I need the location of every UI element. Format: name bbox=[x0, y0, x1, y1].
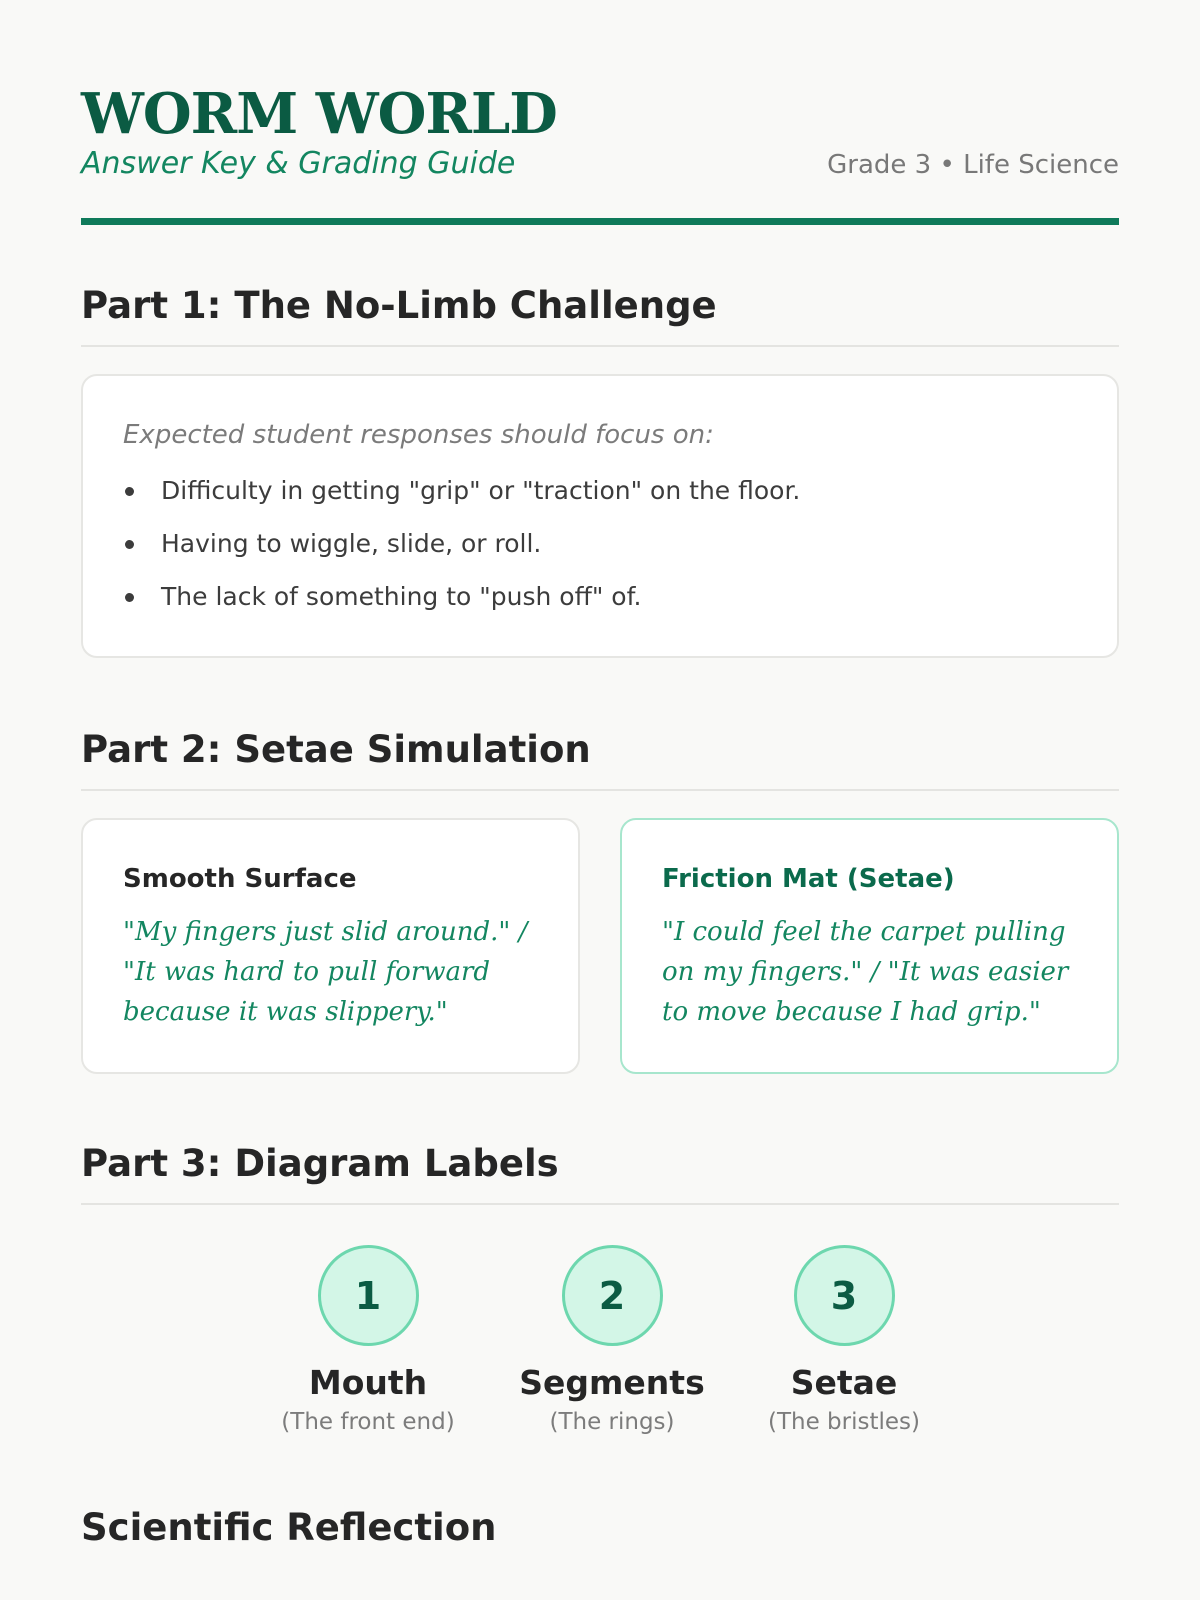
part1-card bbox=[81, 374, 1119, 658]
diagram-label-mouth bbox=[268, 1245, 468, 1438]
list-item-text: Having to wiggle, slide, or roll. bbox=[161, 529, 542, 558]
list-item bbox=[123, 580, 1077, 614]
label-number-badge: 3 bbox=[794, 1245, 895, 1346]
list-item-text: The lack of something to "push off" of. bbox=[161, 582, 642, 611]
reflection-heading: Scientific Reflection bbox=[81, 1506, 497, 1549]
list-item bbox=[123, 527, 1077, 561]
label-description: (The rings) bbox=[549, 1409, 675, 1435]
card-title: Smooth Surface bbox=[123, 864, 357, 894]
diagram-label-setae bbox=[744, 1245, 944, 1438]
page-subtitle: Answer Key & Grading Guide bbox=[81, 146, 516, 181]
diagram-labels-row bbox=[81, 1205, 1119, 1445]
part3-section bbox=[81, 1139, 1119, 1445]
expected-responses-list bbox=[123, 474, 1077, 614]
part1-section bbox=[81, 281, 1119, 658]
grade-tag: Grade 3 • Life Science bbox=[827, 150, 1119, 180]
card-quote: "My fingers just slid around." / "It was hard to pull forward because it was slippery." bbox=[123, 917, 528, 1027]
friction-mat-card bbox=[620, 818, 1119, 1074]
page-title: WORM WORLD bbox=[81, 81, 557, 147]
label-number-badge: 2 bbox=[562, 1245, 663, 1346]
part1-heading: Part 1: The No-Limb Challenge bbox=[81, 281, 1119, 347]
smooth-surface-card bbox=[81, 818, 580, 1074]
diagram-label-segments bbox=[512, 1245, 712, 1438]
bullet-dot-icon bbox=[125, 487, 134, 496]
bullet-dot-icon bbox=[125, 540, 134, 549]
page-header bbox=[81, 82, 1119, 225]
label-name: Segments bbox=[519, 1363, 705, 1402]
comparison-row bbox=[81, 818, 1119, 1074]
label-description: (The front end) bbox=[281, 1409, 455, 1435]
list-item-text: Difficulty in getting "grip" or "traction" on the floor. bbox=[161, 476, 801, 505]
label-number-badge: 1 bbox=[318, 1245, 419, 1346]
part3-heading: Part 3: Diagram Labels bbox=[81, 1139, 1119, 1205]
card-title: Friction Mat (Setae) bbox=[662, 864, 955, 894]
expected-responses-note: Expected student responses should focus on: bbox=[123, 420, 714, 450]
list-item bbox=[123, 474, 1077, 508]
label-description: (The bristles) bbox=[767, 1409, 920, 1435]
part2-section bbox=[81, 725, 1119, 1074]
part2-heading: Part 2: Setae Simulation bbox=[81, 725, 1119, 791]
bullet-dot-icon bbox=[125, 593, 134, 602]
card-quote: "I could feel the carpet pulling on my fingers." / "It was easier to move because I had grip." bbox=[662, 917, 1069, 1027]
brand-block bbox=[81, 82, 557, 184]
label-name: Setae bbox=[790, 1363, 898, 1402]
label-name: Mouth bbox=[308, 1363, 428, 1402]
reflection-section bbox=[81, 1503, 1119, 1567]
